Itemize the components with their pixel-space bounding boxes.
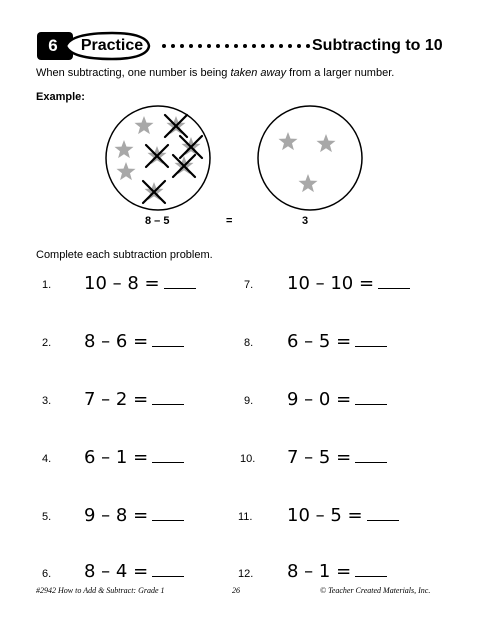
practice-badge bbox=[36, 30, 152, 62]
footer-page-number: 26 bbox=[232, 586, 240, 595]
example-expression: 8 – 5 bbox=[145, 215, 170, 227]
problem-number: 12. bbox=[238, 568, 254, 580]
intro-after: from a larger number. bbox=[286, 67, 395, 79]
problem-number: 2. bbox=[42, 337, 52, 349]
answer-blank[interactable] bbox=[355, 330, 387, 347]
answer-blank[interactable] bbox=[355, 446, 387, 463]
example-equals: = bbox=[226, 215, 233, 227]
answer-blank[interactable] bbox=[367, 504, 399, 521]
answer-blank[interactable] bbox=[152, 560, 184, 577]
answer-blank[interactable] bbox=[152, 330, 184, 347]
problem-expression: 8 – 1 = bbox=[287, 560, 387, 583]
page-title: Subtracting to 10 bbox=[312, 37, 443, 54]
problem-expression: 10 – 8 = bbox=[84, 272, 196, 295]
problem-number: 10. bbox=[240, 453, 256, 465]
example-right-circle bbox=[256, 104, 364, 212]
instructions: Complete each subtraction problem. bbox=[36, 249, 213, 261]
footer-right: © Teacher Created Materials, Inc. bbox=[320, 586, 431, 595]
example-label: Example: bbox=[36, 91, 85, 103]
answer-blank[interactable] bbox=[152, 388, 184, 405]
problem-expression: 8 – 4 = bbox=[84, 560, 184, 583]
answer-blank[interactable] bbox=[355, 560, 387, 577]
intro-emphasis: taken away bbox=[230, 67, 287, 79]
answer-blank[interactable] bbox=[152, 446, 184, 463]
dotted-leader bbox=[160, 36, 310, 54]
answer-blank[interactable] bbox=[164, 272, 196, 289]
problem-expression: 9 – 8 = bbox=[84, 504, 184, 527]
footer-left: #2942 How to Add & Subtract: Grade 1 bbox=[36, 586, 165, 595]
problem-number: 4. bbox=[42, 453, 52, 465]
problem-number: 6. bbox=[42, 568, 52, 580]
problem-expression: 9 – 0 = bbox=[287, 388, 387, 411]
problem-number: 9. bbox=[244, 395, 254, 407]
problem-number: 7. bbox=[244, 279, 254, 291]
intro-before: When subtracting, one number is being bbox=[36, 67, 231, 79]
problem-expression: 7 – 2 = bbox=[84, 388, 184, 411]
problem-expression: 8 – 6 = bbox=[84, 330, 184, 353]
problem-number: 3. bbox=[42, 395, 52, 407]
badge-label: Practice bbox=[80, 37, 144, 54]
badge-number: 6 bbox=[48, 36, 58, 55]
answer-blank[interactable] bbox=[355, 388, 387, 405]
problem-number: 11. bbox=[238, 511, 253, 523]
problem-number: 1. bbox=[42, 279, 52, 291]
problem-expression: 10 – 10 = bbox=[287, 272, 410, 295]
problem-expression: 7 – 5 = bbox=[287, 446, 387, 469]
answer-blank[interactable] bbox=[378, 272, 410, 289]
answer-blank[interactable] bbox=[152, 504, 184, 521]
intro-text bbox=[36, 66, 394, 80]
problem-expression: 6 – 5 = bbox=[287, 330, 387, 353]
problem-number: 8. bbox=[244, 337, 254, 349]
example-left-circle bbox=[104, 104, 212, 212]
problem-expression: 10 – 5 = bbox=[287, 504, 399, 527]
example-result: 3 bbox=[302, 215, 309, 227]
problem-number: 5. bbox=[42, 511, 52, 523]
problem-expression: 6 – 1 = bbox=[84, 446, 184, 469]
